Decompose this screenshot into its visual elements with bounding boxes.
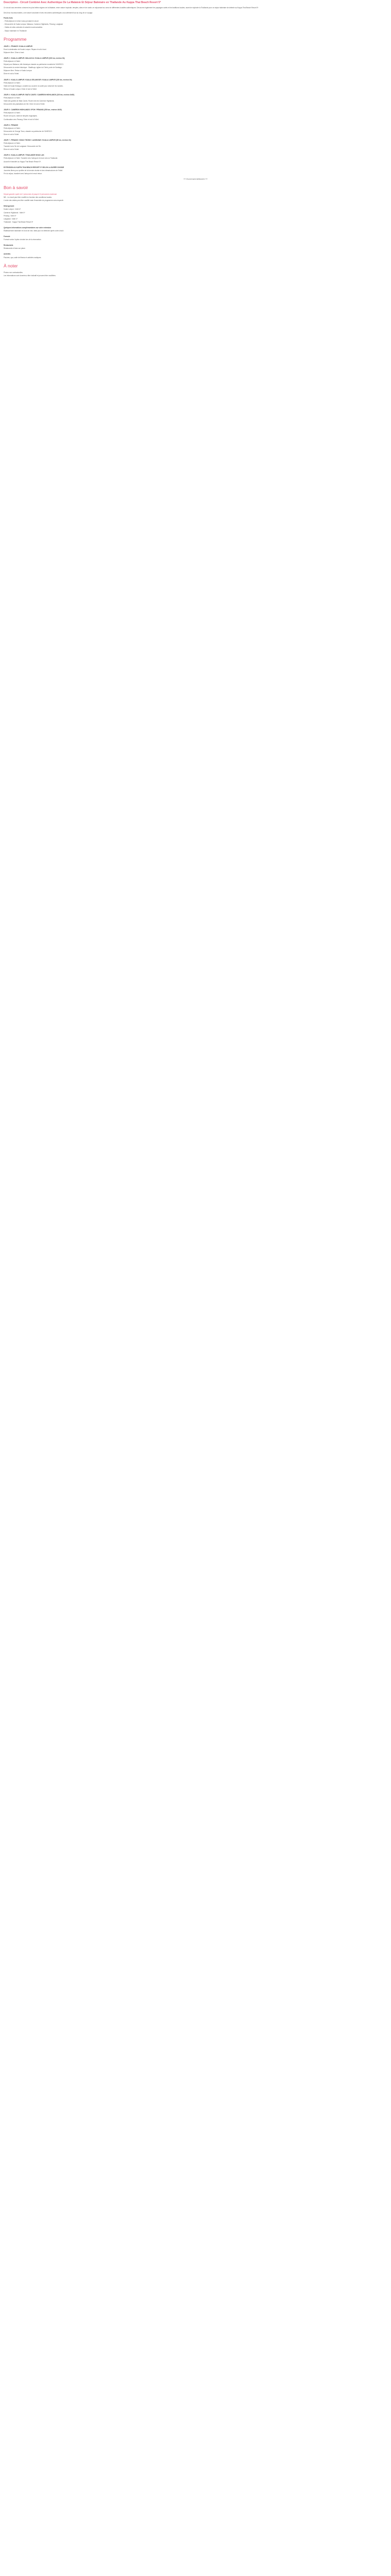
day-line: Découverte des plantations de thé. Dîner et nuit à l'hôtel. bbox=[4, 103, 45, 106]
day-line: Découverte de George Town, classée au patrimoine de l'UNESCO. bbox=[4, 130, 53, 132]
page bbox=[0, 0, 391, 282]
day-heading: JOUR 8 : KUALA LUMPUR / THAILANDE KHAO LAK bbox=[4, 154, 44, 157]
day-heading: JOUR 4 : KUALA LUMPUR / BATU CAVES / CAMERON HIGHLANDS (215 km, environ 4h30) bbox=[4, 93, 75, 96]
programme-days bbox=[4, 45, 387, 175]
day-line: Accueil et transfert au Kappa Thai Beach Resort 5*. bbox=[4, 160, 41, 163]
departure-note: Départ garanti à partir de 2 personnes et jusqu'à 24 personnes maximum bbox=[4, 193, 57, 196]
day-line: Petit-déjeuner à l'hôtel. Transfert vers l'aéroport et envol vers la Thaïlande. bbox=[4, 157, 58, 160]
page-title: Description - Circuit Combiné Avec Authentique De La Malaisie Et Séjour Balnéaire en Thaïlande Au Kappa Thai Beach Resort 5* bbox=[4, 1, 161, 4]
day-line: Envol à destination de Kuala Lumpur. Repas et nuit à bord. bbox=[4, 48, 47, 50]
intro-text-2: Des lieux incontournables, une nature luxuriante et des rencontres authentiques vous attendent tout au long de ce voyage. bbox=[4, 12, 93, 14]
day-line: Petit-déjeuner à l'hôtel. bbox=[4, 127, 21, 129]
accommodation-heading: Hébergement bbox=[4, 205, 14, 208]
accommodation-line: Langkawi : hôtel 4* bbox=[4, 217, 18, 220]
extension-info-intro: Établissement balnéaire en bord de mer, idéal pour se détendre après votre circuit. bbox=[4, 229, 64, 232]
day-block bbox=[4, 139, 387, 151]
day-line: Dîner et nuit à l'hôtel. bbox=[4, 133, 20, 135]
formula-text: Formule selon l'option choisie lors de la réservation. bbox=[4, 239, 42, 241]
footer-line: Les informations sont données à titre indicatif et peuvent être modifiées. bbox=[4, 274, 56, 277]
programme-heading: Programme bbox=[4, 36, 27, 42]
day-block bbox=[4, 154, 387, 163]
day-block bbox=[4, 124, 387, 136]
activities-heading: Activités bbox=[4, 253, 11, 256]
formula-heading: Formule bbox=[4, 235, 10, 238]
activities-text: Piscines, spa, salle de fitness et activités nautiques. bbox=[4, 256, 42, 259]
day-block bbox=[4, 78, 387, 91]
intro-text: Ce circuit vous emmène à travers les plus belles régions de la Malaisie, entre nature tropicale, temples, sites et vie rurale, en séjournant au cœur de différentes localités authentiques. Découvrez également les paysages variés et les traditions locales, avant de rejoindre la Thaïlande pour un séjour balnéaire de détente au Kappa Thai Beach Resort 5*. bbox=[4, 7, 259, 9]
highlight-item: - Visites de sites culturels et naturels incontournables bbox=[4, 26, 43, 29]
highlight-item: - Découverte de Kuala Lumpur, Malacca, Cameron Highlands, Penang, Langkawi bbox=[4, 23, 63, 26]
accommodation-line: Cameron Highlands : hôtel 4* bbox=[4, 211, 25, 214]
end-of-services-note: **** FIN DE NOS SERVICES **** bbox=[183, 178, 208, 180]
day-heading: JOUR 5 : CAMERON HIGHLANDS / IPOH / PENANG (250 km, environ 4h30) bbox=[4, 109, 62, 111]
day-block bbox=[4, 45, 387, 54]
day-block bbox=[4, 108, 387, 121]
day-heading: JOUR 3 : KUALA LUMPUR / KUALA SELANGOR / KUALA LUMPUR (150 km, environ 3h) bbox=[4, 78, 72, 81]
extension-info-heading: Quelques informations complémentaires sur votre extension bbox=[4, 226, 52, 229]
day-line: Visite de Kuala Selangor, croisière au coucher du soleil pour observer les lucioles. bbox=[4, 84, 63, 87]
day-line: Petit-déjeuner à l'hôtel. bbox=[4, 112, 21, 114]
day-block bbox=[4, 93, 387, 106]
highlights-list bbox=[4, 20, 387, 32]
day-line: Petit-déjeuner à l'hôtel. bbox=[4, 96, 21, 99]
day-heading: JOUR 6 : PENANG bbox=[4, 124, 18, 126]
note-line: NB : Le circuit peut être modifié en fonction des conditions locales. bbox=[4, 196, 52, 199]
day-line: Petit-déjeuner à l'hôtel. bbox=[4, 81, 21, 84]
day-line: Dîner et nuit à l'hôtel. bbox=[4, 73, 20, 75]
day-line: Transfert vers l'île de Langkawi. Découverte de l'île. bbox=[4, 145, 41, 148]
highlight-item: - Séjour balnéaire en Thaïlande bbox=[4, 29, 27, 32]
day-line: Départ pour Malacca, ville historique classée au patrimoine mondial de l'UNESCO. bbox=[4, 63, 64, 66]
extension-line: Journées libres pour profiter de la formule choisie et des infrastructures de l'hôtel. bbox=[4, 169, 63, 172]
day-block bbox=[4, 57, 387, 76]
restaurants-text: Restaurants et bars sur place. bbox=[4, 247, 26, 250]
day-line: Découverte du centre historique : Stadthuys, église du Christ, porte de Santiago. bbox=[4, 66, 62, 69]
day-line: Continuation vers Penang. Dîner et nuit à l'hôtel. bbox=[4, 118, 39, 121]
note-line: L'ordre des visites peut être modifié mais l'ensemble du programme sera respecté. bbox=[4, 199, 64, 202]
day-line: Petit-déjeuner à l'hôtel. bbox=[4, 142, 21, 145]
day-heading: JOUR 2 : KUALA LUMPUR / MALACCA / KUALA LUMPUR (190 km, environ 3h) bbox=[4, 57, 65, 59]
highlight-item: - Petit-déjeuner et dîner inclus pendant le circuit bbox=[4, 20, 39, 23]
restaurants-heading: Restaurants bbox=[4, 244, 13, 247]
day-heading: JOUR 1 : FRANCE / KUALA LUMPUR bbox=[4, 45, 32, 47]
day-line: Déjeuner libre. Retour à Kuala Lumpur. bbox=[4, 70, 32, 72]
day-line: Petit-déjeuner à l'hôtel. bbox=[4, 60, 21, 63]
day-heading: JOUR 7 : PENANG / KHAO THONG / LANGKAWI / KUALA LUMPUR (85 km, environ 4h) bbox=[4, 139, 71, 141]
good-to-know-heading: Bon à savoir bbox=[4, 185, 28, 191]
extension-heading: EXTENSION AU KAPPA THAI BEACH RESORT 5* SELON LA DURÉE CHOISIE bbox=[4, 166, 64, 168]
accommodation-line: Penang : hôtel 4* bbox=[4, 214, 17, 217]
day-line: Dîner et nuit à l'hôtel. bbox=[4, 148, 20, 151]
day-line: Déjeuner libre. Dîner à bord. bbox=[4, 51, 25, 54]
footer-line: Photos non contractuelles. bbox=[4, 271, 23, 274]
accommodation-line: Thaïlande : Kappa Thai Beach Resort 5* bbox=[4, 221, 34, 223]
extension-line: Fin du séjour, transfert vers l'aéroport et envol retour. bbox=[4, 172, 42, 175]
extension-block bbox=[4, 166, 387, 175]
notes-heading: À noter bbox=[4, 263, 18, 268]
highlights-label: Points forts bbox=[4, 17, 13, 20]
day-line: Visite des grottes de Batu Caves. Route vers les Cameron Highlands. bbox=[4, 100, 55, 103]
day-line: Route vers Ipoh, visite de temples troglodytes. bbox=[4, 115, 38, 117]
day-line: Retour à Kuala Lumpur. Dîner et nuit à l'hôtel. bbox=[4, 88, 37, 90]
accommodation-line: Kuala Lumpur : hôtel 4* bbox=[4, 208, 21, 211]
